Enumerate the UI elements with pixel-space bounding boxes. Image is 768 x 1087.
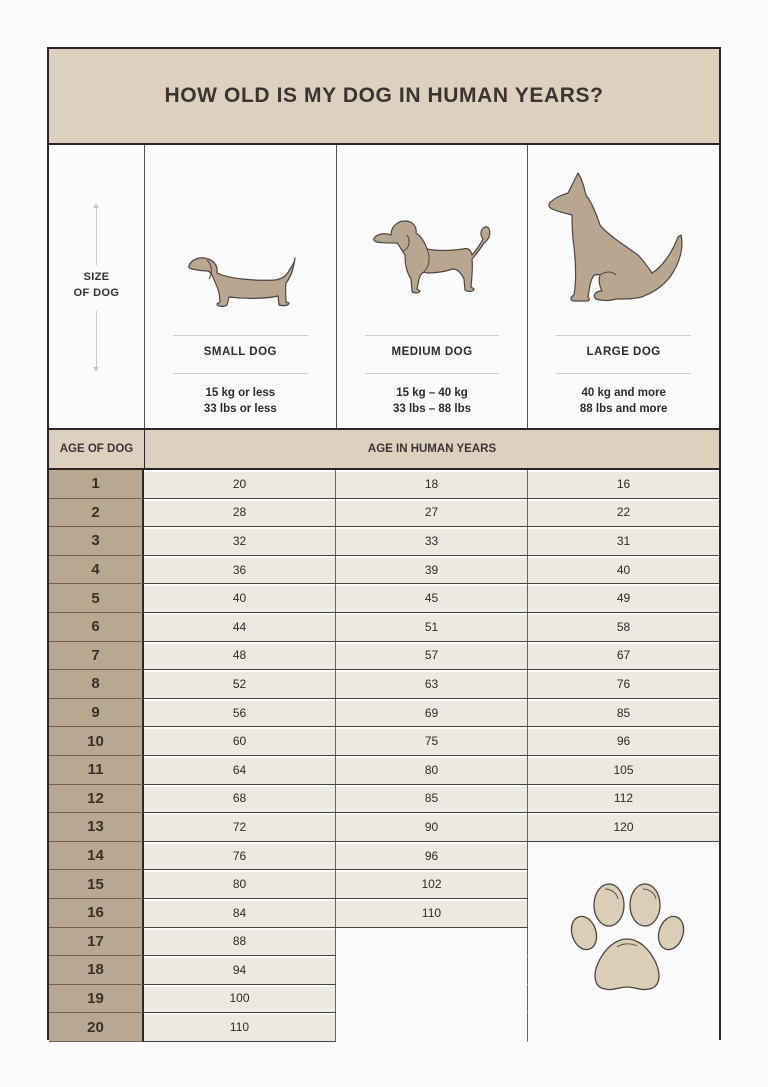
human-age-large-cell: 67 — [528, 642, 719, 671]
human-age-small-cell: 40 — [144, 584, 336, 613]
human-age-small-cell: 56 — [144, 699, 336, 728]
arrow-down-icon — [93, 367, 99, 372]
human-age-medium-cell: 45 — [336, 584, 528, 613]
human-age-small-cell: 32 — [144, 527, 336, 556]
dog-age-chart — [47, 47, 721, 1040]
human-age-small-cell: 48 — [144, 642, 336, 671]
human-age-large-cell: 40 — [528, 556, 719, 585]
chart-title: HOW OLD IS MY DOG IN HUMAN YEARS? — [164, 84, 604, 107]
table-row — [49, 527, 719, 556]
dog-age-cell: 8 — [49, 670, 144, 699]
divider — [365, 335, 500, 336]
dog-age-cell: 3 — [49, 527, 144, 556]
table-row — [49, 584, 719, 613]
dog-age-cell: 19 — [49, 985, 144, 1014]
human-age-small-cell: 100 — [144, 985, 336, 1014]
size-medium — [337, 145, 529, 428]
dog-age-cell: 7 — [49, 642, 144, 671]
divider — [173, 373, 308, 374]
shepherd-icon — [528, 155, 720, 315]
size-name: LARGE DOG — [586, 346, 661, 358]
human-age-small-cell: 20 — [144, 470, 336, 499]
human-age-large-cell: 22 — [528, 499, 719, 528]
title-bar — [49, 49, 719, 145]
human-age-large-cell: 16 — [528, 470, 719, 499]
dog-size-section — [49, 145, 719, 430]
table-row — [49, 613, 719, 642]
dog-age-cell: 10 — [49, 727, 144, 756]
poodle-icon — [337, 155, 529, 315]
human-age-small-cell: 64 — [144, 756, 336, 785]
table-header — [49, 430, 719, 470]
table-row — [49, 670, 719, 699]
dog-age-cell: 17 — [49, 928, 144, 957]
size-axis — [49, 145, 145, 428]
divider — [365, 373, 500, 374]
dog-age-cell: 6 — [49, 613, 144, 642]
human-age-large-cell: 31 — [528, 527, 719, 556]
human-age-small-cell: 44 — [144, 613, 336, 642]
human-age-medium-cell: 110 — [336, 899, 528, 928]
table-row — [49, 642, 719, 671]
size-range: 15 kg or less 33 lbs or less — [203, 387, 277, 415]
human-age-large-cell: 105 — [528, 756, 719, 785]
human-age-medium-cell: 51 — [336, 613, 528, 642]
dog-age-cell: 14 — [49, 842, 144, 871]
human-age-medium-cell: 27 — [336, 499, 528, 528]
human-age-small-cell: 52 — [144, 670, 336, 699]
human-age-medium-cell — [336, 1013, 528, 1042]
size-range: 15 kg – 40 kg 33 lbs – 88 lbs — [393, 387, 471, 415]
human-age-large-cell: 76 — [528, 670, 719, 699]
dog-age-cell: 1 — [49, 470, 144, 499]
human-age-large-cell: 96 — [528, 727, 719, 756]
human-age-large-cell: 49 — [528, 584, 719, 613]
human-age-medium-cell: 63 — [336, 670, 528, 699]
dog-age-cell: 4 — [49, 556, 144, 585]
size-range: 40 kg and more 88 lbs and more — [579, 387, 668, 415]
human-age-medium-cell: 85 — [336, 785, 528, 814]
dog-age-cell: 18 — [49, 956, 144, 985]
dachshund-icon — [145, 155, 337, 315]
table-row — [49, 699, 719, 728]
age-in-human-years-header: AGE IN HUMAN YEARS — [367, 443, 497, 455]
human-age-large-cell: 112 — [528, 785, 719, 814]
human-age-small-cell: 84 — [144, 899, 336, 928]
table-row — [49, 842, 719, 871]
human-age-small-cell: 28 — [144, 499, 336, 528]
human-age-large-cell — [528, 842, 719, 871]
dog-age-cell: 13 — [49, 813, 144, 842]
human-age-large-cell: 85 — [528, 699, 719, 728]
table-row — [49, 785, 719, 814]
table-row — [49, 756, 719, 785]
human-age-medium-cell: 80 — [336, 756, 528, 785]
size-name: SMALL DOG — [203, 346, 277, 358]
table-row — [49, 813, 719, 842]
divider — [556, 373, 691, 374]
human-age-medium-cell: 57 — [336, 642, 528, 671]
human-age-medium-cell: 39 — [336, 556, 528, 585]
divider — [173, 335, 308, 336]
arrow-line-down — [96, 311, 97, 369]
human-age-small-cell: 60 — [144, 727, 336, 756]
human-age-medium-cell: 90 — [336, 813, 528, 842]
dog-age-cell: 16 — [49, 899, 144, 928]
size-of-dog-label: SIZE OF DOG — [73, 271, 120, 299]
human-age-large-cell: 58 — [528, 613, 719, 642]
human-age-large-cell: 120 — [528, 813, 719, 842]
human-age-medium-cell — [336, 956, 528, 985]
age-of-dog-header: AGE OF DOG — [49, 430, 145, 468]
size-name: MEDIUM DOG — [391, 346, 473, 358]
human-age-small-cell: 88 — [144, 928, 336, 957]
arrow-line-up — [96, 207, 97, 265]
dog-age-cell: 12 — [49, 785, 144, 814]
human-age-small-cell: 72 — [144, 813, 336, 842]
human-age-medium-cell: 102 — [336, 870, 528, 899]
paw-print-icon — [569, 883, 687, 995]
dog-age-cell: 15 — [49, 870, 144, 899]
table-row — [49, 470, 719, 499]
dog-age-cell: 9 — [49, 699, 144, 728]
divider — [556, 335, 691, 336]
table-row — [49, 556, 719, 585]
human-age-small-cell: 68 — [144, 785, 336, 814]
table-row — [49, 499, 719, 528]
size-large — [528, 145, 719, 428]
dog-age-cell: 20 — [49, 1013, 144, 1042]
human-age-medium-cell: 33 — [336, 527, 528, 556]
human-age-medium-cell — [336, 985, 528, 1014]
table-row — [49, 1013, 719, 1042]
human-age-medium-cell: 96 — [336, 842, 528, 871]
dog-age-cell: 11 — [49, 756, 144, 785]
table-row — [49, 727, 719, 756]
human-age-small-cell: 110 — [144, 1013, 336, 1042]
size-small — [145, 145, 337, 428]
human-age-medium-cell: 69 — [336, 699, 528, 728]
human-age-small-cell: 36 — [144, 556, 336, 585]
human-age-large-cell — [528, 1013, 719, 1042]
human-age-small-cell: 80 — [144, 870, 336, 899]
dog-age-cell: 5 — [49, 584, 144, 613]
human-age-small-cell: 76 — [144, 842, 336, 871]
human-age-small-cell: 94 — [144, 956, 336, 985]
human-age-medium-cell: 18 — [336, 470, 528, 499]
human-age-medium-cell: 75 — [336, 727, 528, 756]
dog-age-cell: 2 — [49, 499, 144, 528]
human-age-medium-cell — [336, 928, 528, 957]
